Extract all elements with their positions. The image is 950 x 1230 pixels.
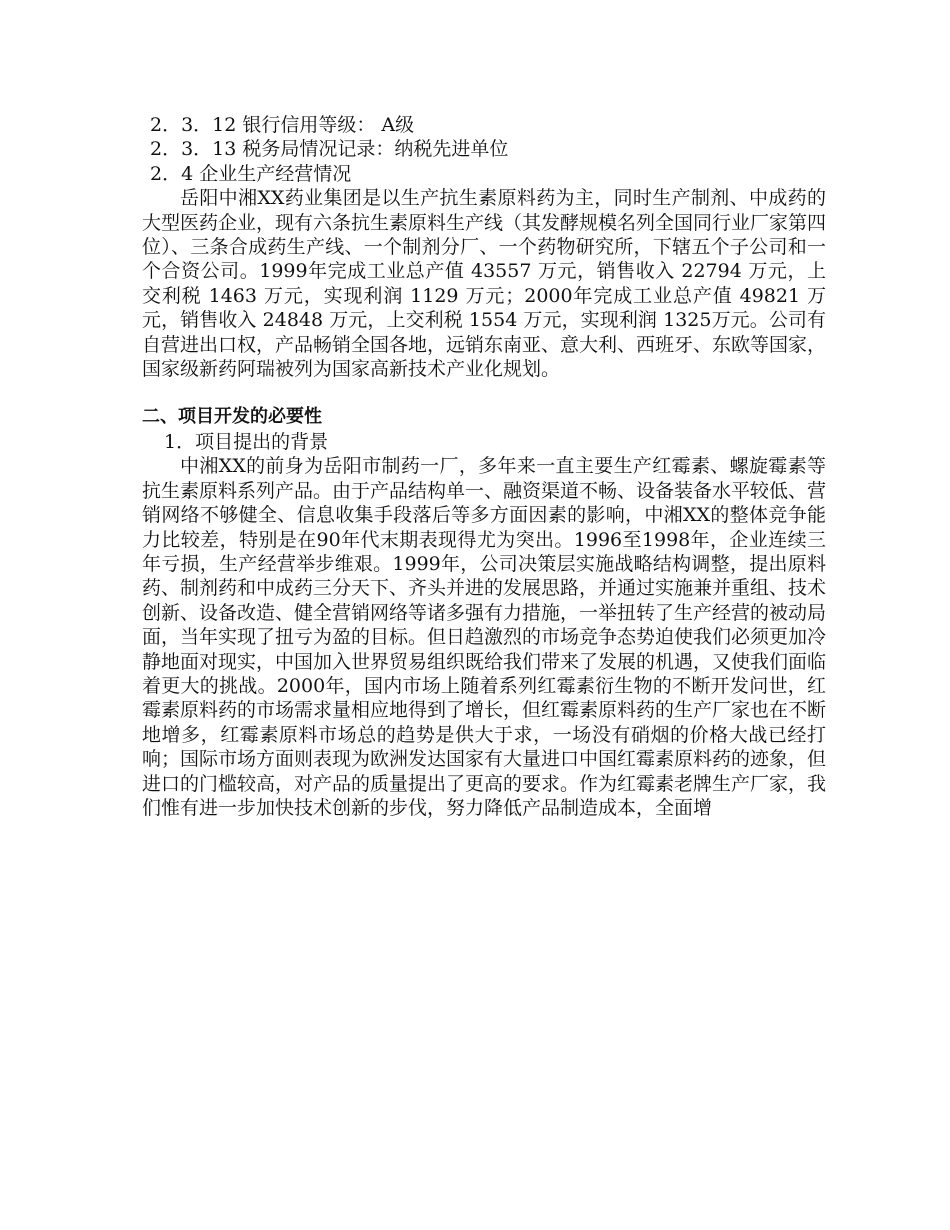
document-page [142, 113, 826, 820]
tax-record-line: 2．3．13 税务局情况记录：纳税先进单位 [150, 138, 509, 161]
section-heading-necessity: 二、项目开发的必要性 [142, 406, 322, 428]
background-subheading: 1．项目提出的背景 [164, 430, 329, 453]
background-paragraph: 中湘XX的前身为岳阳市制药一厂，多年来一直主要生产红霉素、螺旋霉素等抗生素原料系列产品。由于产品结构单一、融资渠道不畅、设备装备水平较低、营销网络不够健全、信息收集手段落后等多方面因素的影响，中湘XX的整体竞争能力比较差，特别是在90年代末期表现得尤为突出。1996至1998年，企业连续三年亏损，生产经营举步维艰。1999年，公司决策层实施战略结构调整，提出原料药、制剂药和中成药三分天下、齐头并进的发展思路，并通过实施兼并重组、技术创新、设备改造、健全营销网络等诸多强有力措施，一举扭转了生产经营的被动局面，当年实现了扭亏为盈的目标。但日趋激烈的市场竞争态势迫使我们必须更加冷静地面对现实，中国加入世界贸易组织既给我们带来了发展的机遇，又使我们面临着更大的挑战。2000年，国内市场上随着系列红霉素衍生物的不断开发问世，红霉素原料药的市场需求量相应地得到了增长，但红霉素原料药的生产厂家也在不断地增多，红霉素原料市场总的趋势是供大于求，一场没有硝烟的价格大战已经打响；国际市场方面则表现为欧洲发达国家有大量进口中国红霉素原料药的迹象，但进口的门槛较高，对产品的质量提出了更高的要求。作为红霉素老牌生产厂家，我们惟有进一步加快技术创新的步伐，努力降低产品制造成本，全面增 [142, 455, 827, 819]
bank-credit-rating-line: 2．3．12 银行信用等级： A级 [150, 114, 415, 136]
production-operation-heading: 2．4 企业生产经营情况 [150, 162, 352, 185]
section-spacer [142, 381, 826, 405]
company-overview-paragraph: 岳阳中湘XX药业集团是以生产抗生素原料药为主，同时生产制剂、中成药的大型医药企业，现有六条抗生素原料生产线（其发酵规模名列全国同行业厂家第四位）、三条合成药生产线、一个制剂分厂、一个药物研究所，下辖五个子公司和一个合资公司。1999年完成工业总产值 43557 万元，销售收入 22794 万元，上交利税 1463 万元，实现利润 1129 万元；2000年完成工业总产值 49821 万元，销售收入 24848 万元，上交利税 1554 万元，实现利润 1325万元。公司有自营进出口权，产品畅销全国各地，远销东南亚、意大利、西班牙、东欧等国家，国家级新药阿瑞被列为国家高新技术产业化规划。 [142, 187, 827, 381]
